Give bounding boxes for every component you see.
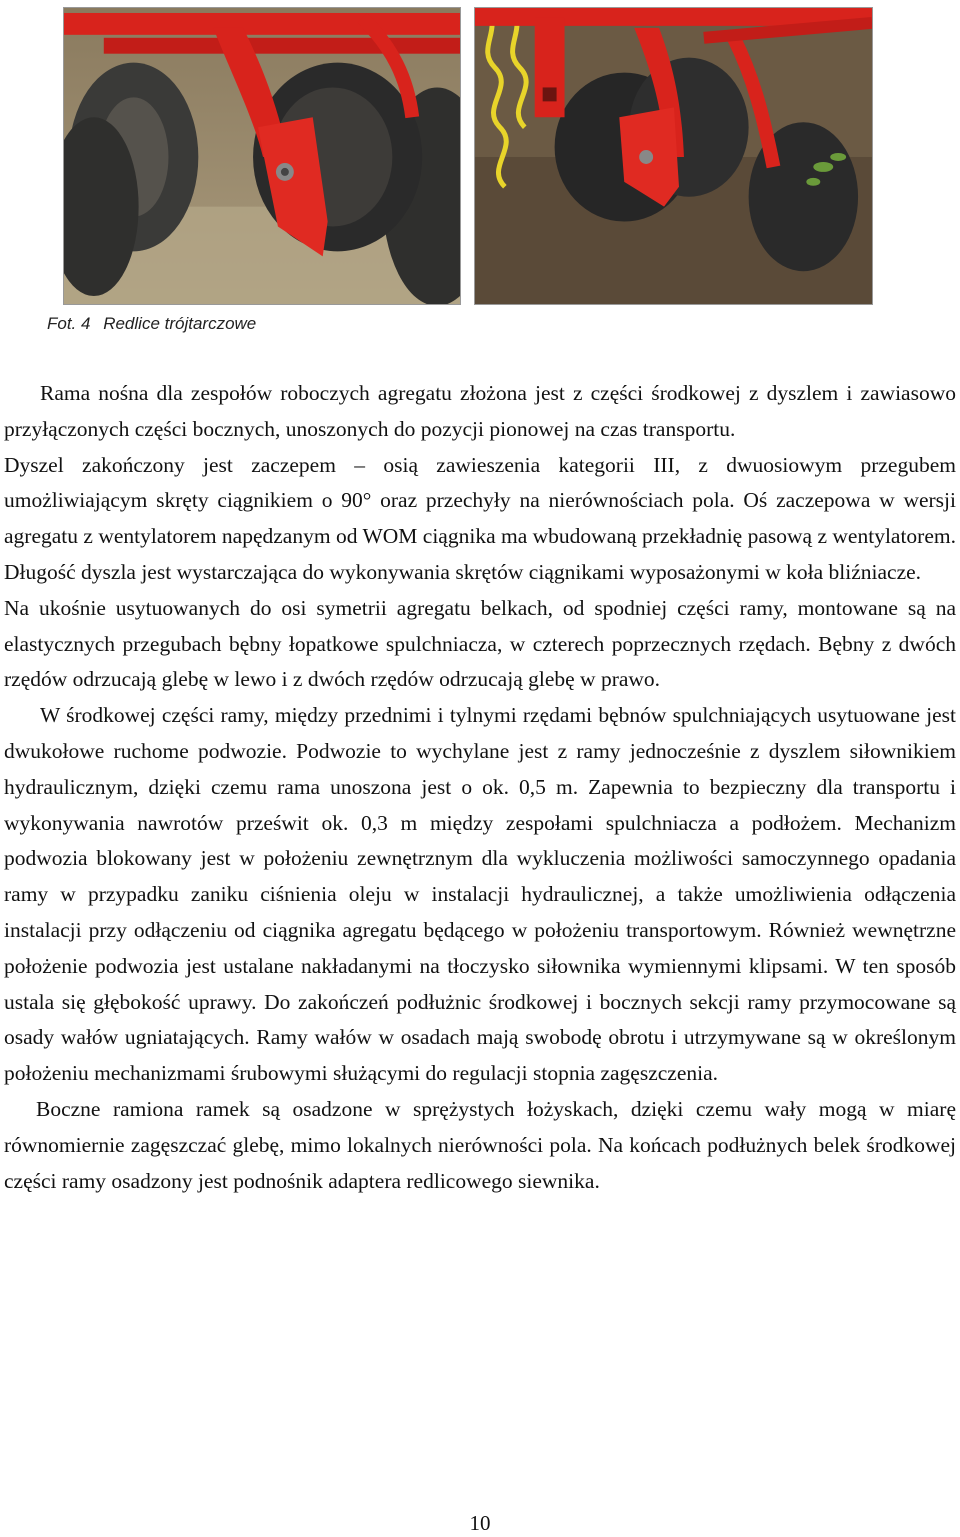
figure-caption — [47, 314, 256, 334]
caption-number: Fot. 4 — [47, 314, 91, 333]
paragraph: Dyszel zakończony jest zaczepem – osią zawieszenia kategorii III, z dwuosiowym przegubem umożliwiającym skręty ciągnikiem o 90° oraz przechyły na nierównościach pola. Oś zaczepowa w wersji agregatu z wentylatorem napędzanym od WOM ciągnika ma wbudowaną przekładnię pasową z wentylatorem. Długość dyszla jest wystarczająca do wykonywania skrętów ciągnikami wyposażonymi w koła bliźniacze. — [4, 452, 956, 584]
photo-triple-disc-coulter-right — [474, 7, 873, 305]
paragraph: Na ukośnie usytuowanych do osi symetrii agregatu belkach, od spodniej części ramy, montowane są na elastycznych przegubach bębny łopatkowe spulchniacza, w czterech poprzecznych rzędach. Bębny z dwóch rzędów odrzucają glebę w lewo i z dwóch rzędów odrzucają glebę w prawo. — [4, 595, 956, 692]
body-text — [4, 376, 956, 1199]
page-number: 10 — [469, 1511, 491, 1535]
photo-right-drawing — [475, 8, 872, 304]
photo-left-drawing — [64, 8, 460, 304]
paragraph: Boczne ramiona ramek są osadzone w sprężystych łożyskach, dzięki czemu wały mogą w miarę równomiernie zagęszczać glebę, mimo lokalnych nierówności pola. Na końcach podłużnych belek środkowej części ramy osadzony jest podnośnik adaptera redlicowego siewnika. — [4, 1096, 956, 1193]
caption-title: Redlice trójtarczowe — [103, 314, 257, 333]
paragraph: W środkowej części ramy, między przednimi i tylnymi rzędami bębnów spulchniających usytuowane jest dwukołowe ruchome podwozie. Podwozie to wychylane jest z ramy jednocześnie z dyszlem siłownikiem hydraulicznym, dzięki czemu rama unoszona jest o ok. 0,5 m. Zapewnia to bezpieczny dla transportu i wykonywania nawrotów prześwit ok. 0,3 m między zespołami spulchniacza a podłożem. Mechanizm podwozia blokowany jest w położeniu zewnętrznym dla wykluczenia możliwości samoczynnego opadania ramy w przypadku zaniku ciśnienia oleju w instalacji hydraulicznej, a także umożliwienia odłączenia instalacji przy odłączeniu od ciągnika agregatu będącego w położeniu transportowym. Również wewnętrzne położenie podwozia jest ustalane nakładanymi na tłoczysko siłownika wymiennymi klipsami. W ten sposób ustala się głębokość uprawy. Do zakończeń podłużnic środkowej i bocznych sekcji ramy przymocowane są osady wałów ugniatających. Ramy wałów w osadach mają swobodę obrotu i utrzymywane są w określonym położeniu mechanizmami śrubowymi służącymi do regulacji stopnia zagęszczenia. — [4, 703, 956, 1086]
photo-triple-disc-coulter-left — [63, 7, 461, 305]
paragraph: Rama nośna dla zespołów roboczych agregatu złożona jest z części środkowej z dyszlem i zawiasowo przyłączonych części bocznych, unoszonych do pozycji pionowej na czas transportu. — [4, 381, 956, 441]
